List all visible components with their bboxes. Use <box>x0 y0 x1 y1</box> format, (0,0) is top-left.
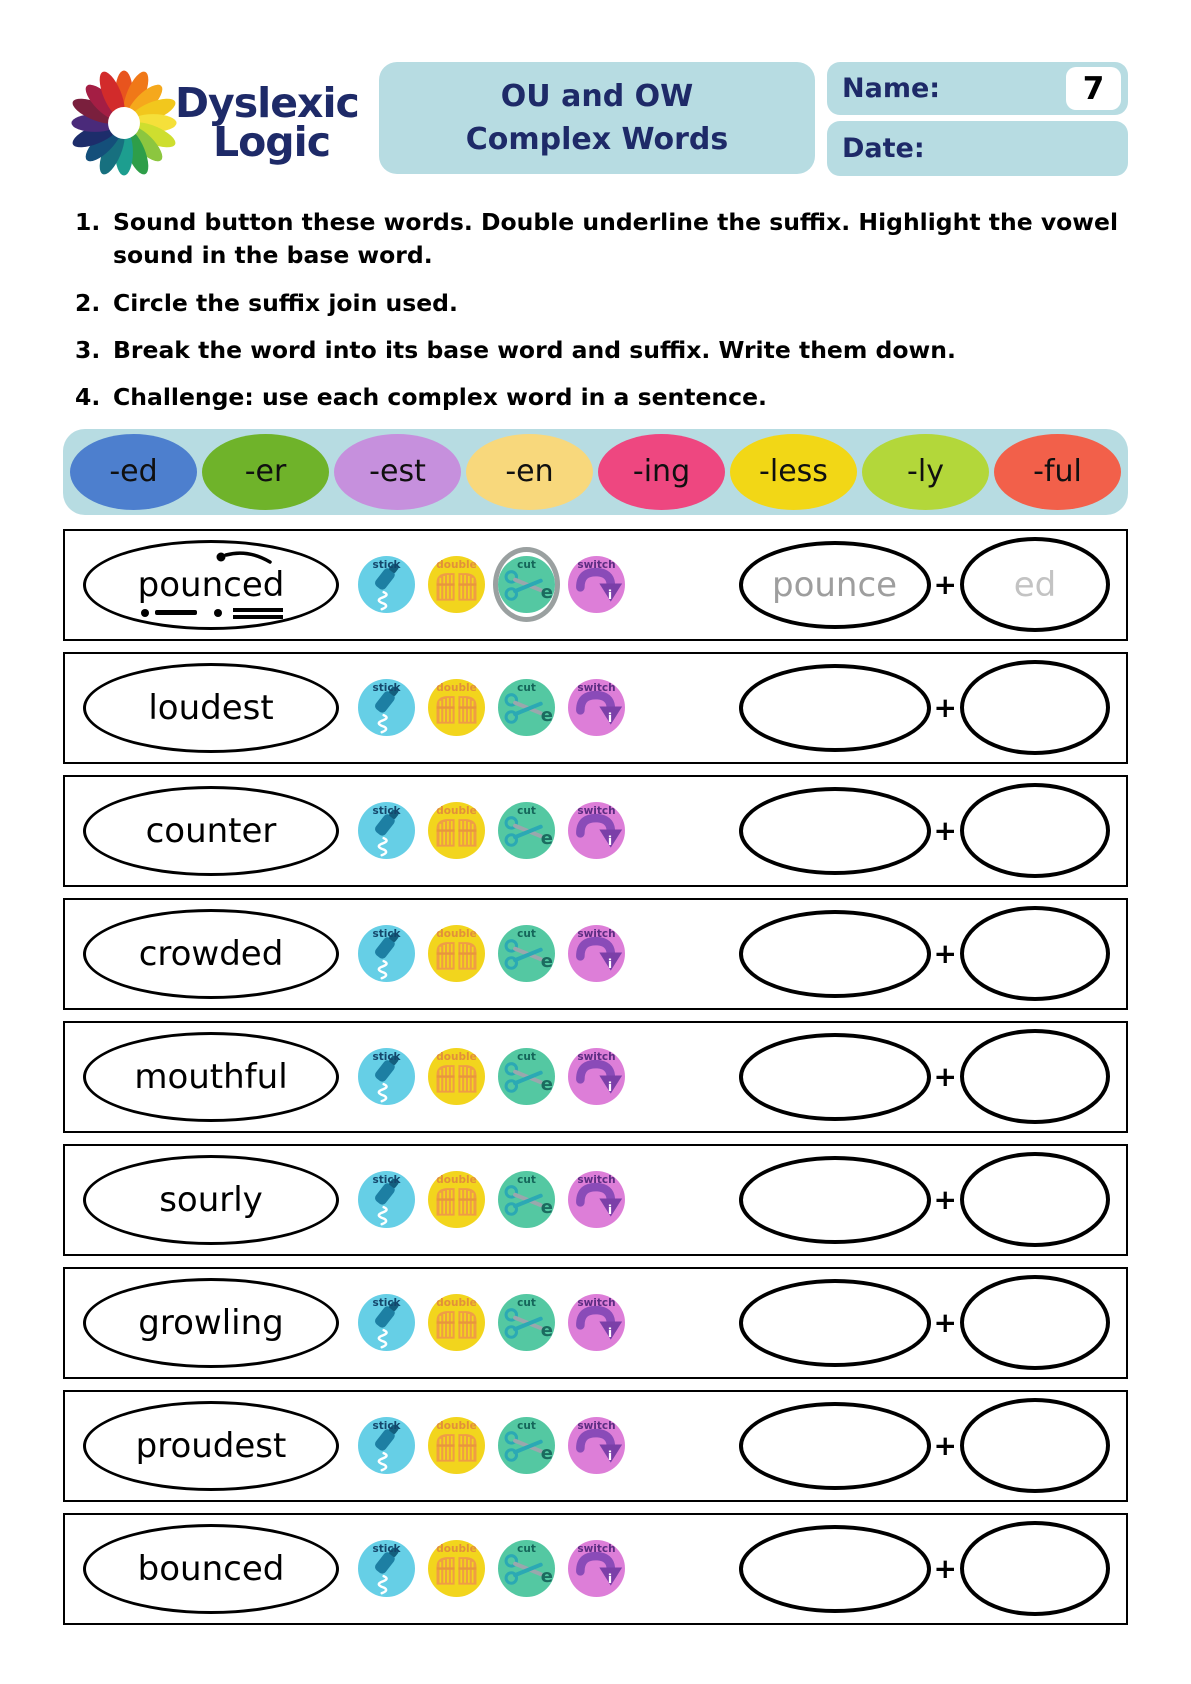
name-date-column <box>827 62 1128 176</box>
suffix-join-icons <box>358 1417 625 1474</box>
digraph-arc-mark <box>214 548 280 568</box>
instruction-number: 3. <box>75 336 101 365</box>
word-oval[interactable] <box>83 1155 339 1245</box>
word-oval[interactable] <box>83 909 339 999</box>
plus-sign: + <box>933 1060 957 1094</box>
double-icon-label: double <box>436 1051 477 1064</box>
suffix-join-icons <box>358 556 625 613</box>
stick-icon-label: stick <box>372 1543 401 1556</box>
double-icon[interactable] <box>428 1540 485 1597</box>
word-row <box>63 1513 1128 1625</box>
base-word-oval[interactable] <box>739 1525 931 1613</box>
dyslexic-logic-logo <box>63 62 375 184</box>
base-word-oval[interactable] <box>739 1402 931 1490</box>
switch-icon[interactable] <box>568 802 625 859</box>
answer-area <box>739 1521 1110 1616</box>
switch-icon-label: switch <box>577 928 616 941</box>
double-icon[interactable] <box>428 556 485 613</box>
suffix-option[interactable] <box>598 434 725 510</box>
suffix-label: -ly <box>907 454 944 490</box>
instruction-number: 4. <box>75 383 101 412</box>
suffix-label: -en <box>505 454 554 490</box>
target-word-wrap <box>138 1549 285 1589</box>
word-row <box>63 1144 1128 1256</box>
plus-sign: + <box>933 691 957 725</box>
word-row <box>63 529 1128 641</box>
suffix-join-icons <box>358 1294 625 1351</box>
double-icon-label: double <box>436 1297 477 1310</box>
word-oval[interactable] <box>83 786 339 876</box>
target-word: loudest <box>148 687 274 728</box>
switch-icon[interactable] <box>568 556 625 613</box>
double-icon-label: double <box>436 1174 477 1187</box>
suffix-option[interactable] <box>862 434 989 510</box>
suffix-option[interactable] <box>994 434 1121 510</box>
cut-icon[interactable] <box>498 679 555 736</box>
stick-icon[interactable] <box>358 802 415 859</box>
base-word-oval[interactable] <box>739 1033 931 1121</box>
instruction-item <box>63 381 1128 414</box>
svg-text:e: e <box>540 1320 553 1342</box>
logo-line1: Dyslexic <box>175 79 359 128</box>
target-word: counter <box>145 810 277 851</box>
switch-icon-label: switch <box>577 559 616 572</box>
svg-text:i: i <box>607 588 613 603</box>
stick-icon[interactable] <box>358 925 415 982</box>
suffix-answer-oval[interactable] <box>960 1152 1110 1247</box>
target-word: growling <box>138 1302 284 1343</box>
plus-sign: + <box>933 1429 957 1463</box>
word-row <box>63 1021 1128 1133</box>
suffix-join-icons <box>358 802 625 859</box>
svg-text:i: i <box>607 1080 613 1095</box>
svg-text:i: i <box>607 957 613 972</box>
stick-icon[interactable] <box>358 556 415 613</box>
cut-icon-label: cut <box>517 928 536 941</box>
cut-icon[interactable] <box>498 1540 555 1597</box>
cut-icon-label: cut <box>517 1174 536 1187</box>
word-row <box>63 1390 1128 1502</box>
target-word: sourly <box>159 1179 263 1220</box>
target-word-wrap <box>148 688 273 728</box>
suffix-answer: ed <box>1013 564 1057 605</box>
sound-button-dash <box>155 610 197 615</box>
suffix-option[interactable] <box>730 434 857 510</box>
double-icon-label: double <box>436 1543 477 1556</box>
stick-icon[interactable] <box>358 1048 415 1105</box>
suffix-join-icons <box>358 1171 625 1228</box>
word-oval[interactable] <box>83 1032 339 1122</box>
base-word-oval[interactable] <box>739 664 931 752</box>
word-row <box>63 1267 1128 1379</box>
word-oval[interactable] <box>83 1278 339 1368</box>
logo-wordmark <box>175 79 359 166</box>
plus-sign: + <box>933 1183 957 1217</box>
switch-icon-label: switch <box>577 1543 616 1556</box>
plus-sign: + <box>933 814 957 848</box>
svg-text:e: e <box>540 951 553 973</box>
double-icon[interactable] <box>428 925 485 982</box>
double-icon-label: double <box>436 1420 477 1433</box>
answer-area <box>739 537 1110 632</box>
suffix-join-icons <box>358 1048 625 1105</box>
suffix-join-icons <box>358 679 625 736</box>
answer-area <box>739 1152 1110 1247</box>
cut-icon[interactable] <box>498 802 555 859</box>
cut-icon[interactable] <box>498 1048 555 1105</box>
switch-icon[interactable] <box>568 1294 625 1351</box>
double-icon-label: double <box>436 928 477 941</box>
name-label: Name: <box>842 73 941 104</box>
switch-icon-label: switch <box>577 682 616 695</box>
instructions-list <box>63 206 1128 415</box>
base-word-answer: pounce <box>771 564 898 605</box>
switch-icon-label: switch <box>577 805 616 818</box>
cut-icon-label: cut <box>517 1051 536 1064</box>
svg-text:e: e <box>540 828 553 850</box>
base-word-oval[interactable] <box>739 541 931 629</box>
double-icon[interactable] <box>428 1417 485 1474</box>
target-word-wrap <box>139 934 284 974</box>
target-word: crowded <box>138 933 284 974</box>
suffix-label: -er <box>244 454 287 490</box>
stick-icon-label: stick <box>372 682 401 695</box>
switch-icon[interactable] <box>568 1048 625 1105</box>
word-row <box>63 898 1128 1010</box>
answer-area <box>739 1275 1110 1370</box>
suffix-label: -est <box>369 454 426 490</box>
svg-text:e: e <box>540 1197 553 1219</box>
svg-text:e: e <box>540 1074 553 1096</box>
word-oval[interactable] <box>83 663 339 753</box>
suffix-option[interactable] <box>202 434 329 510</box>
switch-icon[interactable] <box>568 1417 625 1474</box>
target-word-wrap <box>138 1303 283 1343</box>
cut-icon[interactable] <box>498 1417 555 1474</box>
stick-icon[interactable] <box>358 1540 415 1597</box>
word-table <box>63 529 1128 1625</box>
switch-icon[interactable] <box>568 1171 625 1228</box>
base-word-oval[interactable] <box>739 1279 931 1367</box>
instruction-item <box>63 206 1128 273</box>
stick-icon[interactable] <box>358 1294 415 1351</box>
suffix-answer-oval[interactable] <box>960 1275 1110 1370</box>
instruction-number: 1. <box>75 208 101 236</box>
target-word-wrap <box>134 1057 287 1097</box>
suffix-answer-oval[interactable] <box>960 1398 1110 1493</box>
suffix-option[interactable] <box>70 434 197 510</box>
cut-icon[interactable] <box>498 556 555 613</box>
instruction-text: Circle the suffix join used. <box>113 288 458 317</box>
suffix-label: -less <box>759 454 828 490</box>
switch-icon-label: switch <box>577 1174 616 1187</box>
double-icon[interactable] <box>428 802 485 859</box>
suffix-answer-oval[interactable] <box>960 906 1110 1001</box>
worksheet-title <box>379 62 815 174</box>
stick-icon-label: stick <box>372 1051 401 1064</box>
cut-icon-label: cut <box>517 805 536 818</box>
answer-area <box>739 1029 1110 1124</box>
instruction-number: 2. <box>75 288 101 317</box>
stick-icon-label: stick <box>372 1174 401 1187</box>
suffix-option[interactable] <box>466 434 593 510</box>
cut-icon-label: cut <box>517 1297 536 1310</box>
double-icon[interactable] <box>428 1048 485 1105</box>
date-field[interactable] <box>827 121 1128 176</box>
double-icon-label: double <box>436 559 477 572</box>
suffix-answer-oval[interactable] <box>960 537 1110 632</box>
word-oval[interactable] <box>83 1401 339 1491</box>
target-word: bounced <box>137 1548 285 1589</box>
logo-line2: Logic <box>213 118 330 166</box>
title-line2: Complex Words <box>465 122 729 157</box>
title-line1: OU and OW <box>500 78 694 114</box>
switch-icon[interactable] <box>568 679 625 736</box>
plus-sign: + <box>933 937 957 971</box>
page-number: 7 <box>1082 70 1105 107</box>
cut-icon-label: cut <box>517 682 536 695</box>
suffix-answer-oval[interactable] <box>960 1521 1110 1616</box>
stick-icon-label: stick <box>372 805 401 818</box>
target-word-wrap <box>138 565 285 605</box>
target-word: pounced <box>137 564 285 605</box>
cut-icon[interactable] <box>498 1171 555 1228</box>
svg-text:e: e <box>540 1443 553 1465</box>
switch-icon[interactable] <box>568 925 625 982</box>
suffix-label: -ed <box>109 454 158 490</box>
cut-icon-label: cut <box>517 559 536 572</box>
suffix-label: -ful <box>1033 454 1082 490</box>
answer-area <box>739 660 1110 755</box>
svg-text:i: i <box>607 1203 613 1218</box>
word-row <box>63 652 1128 764</box>
target-word-wrap <box>136 1426 287 1466</box>
instruction-item <box>63 287 1128 320</box>
suffix-label: -ing <box>632 454 691 490</box>
stick-icon[interactable] <box>358 679 415 736</box>
instruction-text: Sound button these words. Double underline the suffix. Highlight the vowel sound in the base word. <box>113 208 1119 270</box>
suffix-join-icons <box>358 1540 625 1597</box>
page-number-badge <box>1066 67 1121 110</box>
cut-icon[interactable] <box>498 925 555 982</box>
svg-text:i: i <box>607 1449 613 1464</box>
svg-text:e: e <box>540 1566 553 1588</box>
instruction-item <box>63 334 1128 367</box>
svg-text:i: i <box>607 711 613 726</box>
base-word-oval[interactable] <box>739 910 931 998</box>
stick-icon[interactable] <box>358 1417 415 1474</box>
base-word-oval[interactable] <box>739 787 931 875</box>
plus-sign: + <box>933 1552 957 1586</box>
word-oval[interactable] <box>83 540 339 630</box>
switch-icon[interactable] <box>568 1540 625 1597</box>
stick-icon-label: stick <box>372 1420 401 1433</box>
svg-text:e: e <box>540 705 553 727</box>
suffix-bank <box>63 429 1128 515</box>
header <box>63 62 1128 184</box>
word-oval[interactable] <box>83 1524 339 1614</box>
target-word: mouthful <box>134 1056 288 1097</box>
double-icon[interactable] <box>428 1171 485 1228</box>
target-word-wrap <box>146 811 277 851</box>
double-icon-label: double <box>436 682 477 695</box>
answer-area <box>739 906 1110 1001</box>
plus-sign: + <box>933 568 957 602</box>
name-field[interactable] <box>827 62 1128 115</box>
switch-icon-label: switch <box>577 1297 616 1310</box>
suffix-option[interactable] <box>334 434 461 510</box>
suffix-answer-oval[interactable] <box>960 660 1110 755</box>
svg-text:i: i <box>607 1572 613 1587</box>
double-icon[interactable] <box>428 1294 485 1351</box>
double-icon-label: double <box>436 805 477 818</box>
target-word-wrap <box>159 1180 263 1220</box>
date-label: Date: <box>842 133 925 164</box>
cut-icon[interactable] <box>498 1294 555 1351</box>
suffix-answer-oval[interactable] <box>960 783 1110 878</box>
svg-text:e: e <box>540 582 553 604</box>
stick-icon-label: stick <box>372 928 401 941</box>
cut-icon-label: cut <box>517 1420 536 1433</box>
double-icon[interactable] <box>428 679 485 736</box>
suffix-answer-oval[interactable] <box>960 1029 1110 1124</box>
svg-text:i: i <box>607 1326 613 1341</box>
word-row <box>63 775 1128 887</box>
switch-icon-label: switch <box>577 1051 616 1064</box>
sound-button-dot <box>214 609 222 617</box>
stick-icon[interactable] <box>358 1171 415 1228</box>
stick-icon-label: stick <box>372 1297 401 1310</box>
suffix-join-icons <box>358 925 625 982</box>
svg-text:i: i <box>607 834 613 849</box>
answer-area <box>739 1398 1110 1493</box>
switch-icon-label: switch <box>577 1420 616 1433</box>
stick-icon-label: stick <box>372 559 401 572</box>
plus-sign: + <box>933 1306 957 1340</box>
suffix-double-underline <box>233 608 283 619</box>
instruction-text: Challenge: use each complex word in a sentence. <box>113 383 767 412</box>
base-word-oval[interactable] <box>739 1156 931 1244</box>
flower-logo-icon <box>63 62 185 184</box>
cut-icon-label: cut <box>517 1543 536 1556</box>
sound-button-dot <box>141 609 149 617</box>
target-word: proudest <box>135 1425 287 1466</box>
answer-area <box>739 783 1110 878</box>
instruction-text: Break the word into its base word and suffix. Write them down. <box>113 336 956 365</box>
